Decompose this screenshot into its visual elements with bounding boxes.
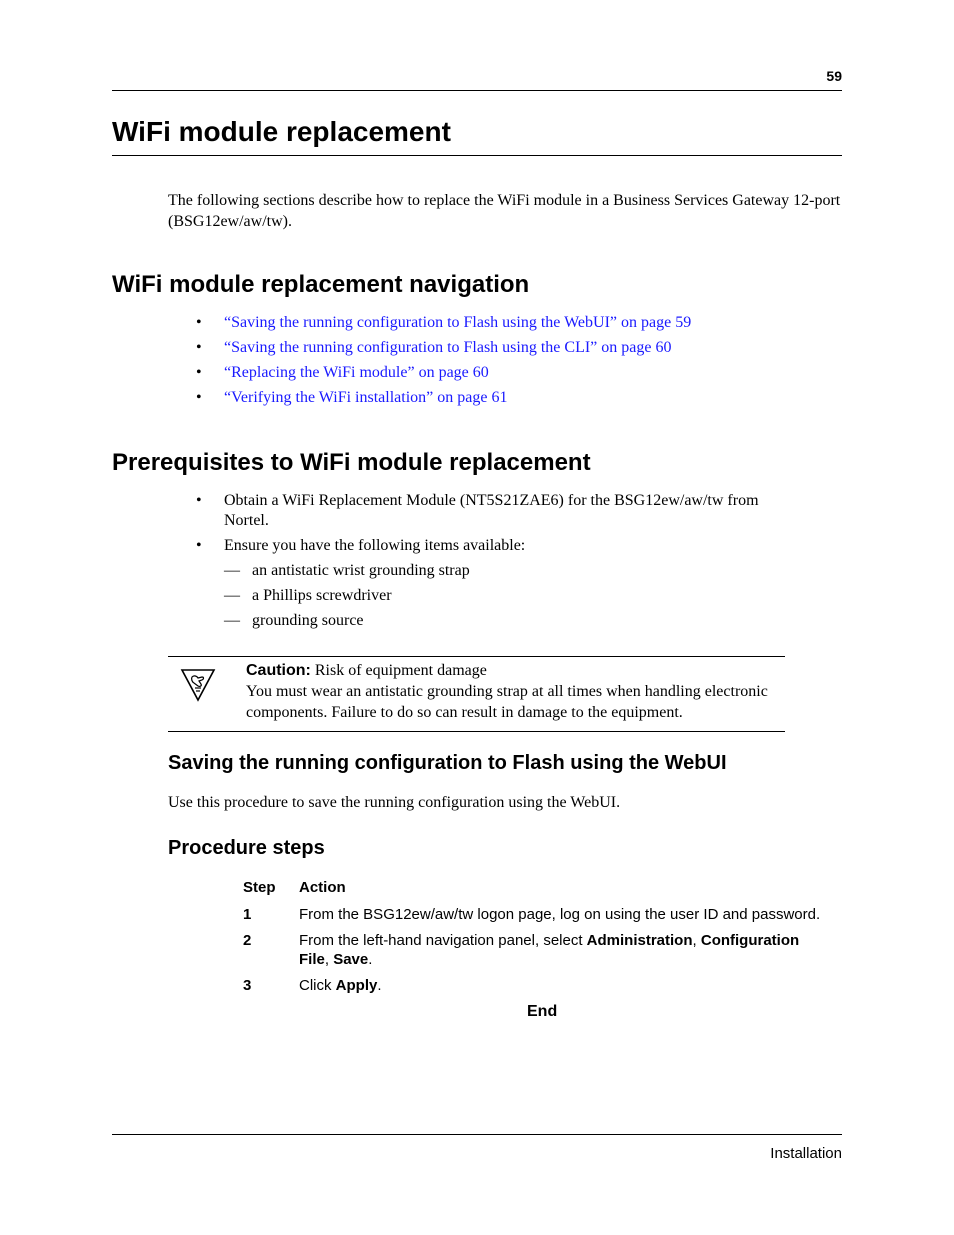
intro-paragraph: The following sections describe how to replace the WiFi module in a Business Services Gateway 12-port (BSG12ew/aw/tw). — [168, 192, 841, 230]
action-column-header: Action — [299, 879, 346, 896]
nav-link-save-cli[interactable]: “Saving the running configuration to Flash using the CLI” on page 60 — [224, 339, 672, 356]
caution-box — [168, 656, 785, 732]
header-rule — [112, 90, 842, 91]
prerequisites-list — [196, 491, 806, 556]
step-action-text: , — [692, 932, 701, 949]
step-action-bold: Save — [333, 951, 369, 968]
footer-rule — [112, 1134, 842, 1135]
step-number: 3 — [243, 977, 252, 994]
list-item — [224, 561, 470, 581]
caution-body: You must wear an antistatic grounding strap at all times when handling electronic components. Failure to do so can result in damage to the equipment. — [246, 683, 768, 721]
nav-link-replace-module[interactable]: “Replacing the WiFi module” on page 60 — [224, 364, 489, 381]
webui-section-heading: Saving the running configuration to Flash using the WebUI — [168, 752, 727, 774]
procedure-heading: Procedure steps — [168, 837, 325, 859]
esd-caution-icon — [180, 667, 216, 703]
list-item — [196, 313, 816, 333]
bullet-icon: • — [196, 339, 202, 356]
procedure-table — [243, 878, 843, 998]
page-title: WiFi module replacement — [112, 116, 451, 147]
dash-icon: — — [224, 612, 240, 629]
step-action: From the BSG12ew/aw/tw logon page, log on using the user ID and password. — [299, 906, 821, 923]
navigation-heading: WiFi module replacement navigation — [112, 271, 530, 298]
footer-text: Installation — [770, 1145, 842, 1162]
step-number: 2 — [243, 932, 252, 949]
bullet-icon: • — [196, 537, 202, 554]
dash-icon: — — [224, 587, 240, 604]
prerequisites-heading: Prerequisites to WiFi module replacement — [112, 449, 591, 476]
step-action — [299, 976, 849, 995]
nav-link-verify-install[interactable]: “Verifying the WiFi installation” on page 61 — [224, 389, 508, 406]
step-action — [299, 931, 829, 969]
bullet-icon: • — [196, 364, 202, 381]
step-action-bold: Administration — [586, 932, 693, 949]
webui-section-intro: Use this procedure to save the running configuration using the WebUI. — [168, 794, 621, 811]
list-item — [196, 491, 806, 531]
page-number: 59 — [826, 68, 842, 84]
step-action-bold: Configuration File — [299, 932, 800, 968]
list-item — [196, 338, 816, 358]
title-rule — [112, 155, 842, 156]
bullet-icon: • — [196, 389, 202, 406]
bullet-icon: • — [196, 314, 202, 331]
nav-link-save-webui[interactable]: “Saving the running configuration to Flash using the WebUI” on page 59 — [224, 314, 692, 331]
step-column-header: Step — [243, 879, 276, 896]
required-item-text: grounding source — [252, 612, 364, 629]
procedure-end-label: End — [527, 1003, 558, 1020]
required-items-list — [224, 561, 470, 636]
caution-text — [246, 660, 791, 723]
step-action-bold: Apply — [335, 977, 378, 994]
navigation-link-list — [196, 313, 816, 413]
required-item-text: a Phillips screwdriver — [252, 587, 392, 604]
caution-label: Caution: — [246, 662, 311, 679]
dash-icon: — — [224, 562, 240, 579]
list-item — [224, 586, 470, 606]
step-number: 1 — [243, 906, 252, 923]
prerequisite-text: Ensure you have the following items available: — [224, 537, 526, 554]
step-action-text: , — [324, 951, 334, 968]
required-item-text: an antistatic wrist grounding strap — [252, 562, 470, 579]
bullet-icon: • — [196, 492, 202, 509]
step-action-text: . — [377, 977, 382, 994]
list-item — [196, 363, 816, 383]
list-item — [224, 611, 470, 631]
step-action-text: . — [368, 951, 373, 968]
caution-summary: Risk of equipment damage — [314, 662, 487, 679]
step-action-text: From the left-hand navigation panel, select — [299, 932, 587, 949]
step-action-text: Click — [299, 977, 336, 994]
list-item — [196, 536, 806, 556]
list-item — [196, 388, 816, 408]
prerequisite-text: Obtain a WiFi Replacement Module (NT5S21ZAE6) for the BSG12ew/aw/tw from Nortel. — [224, 492, 759, 529]
